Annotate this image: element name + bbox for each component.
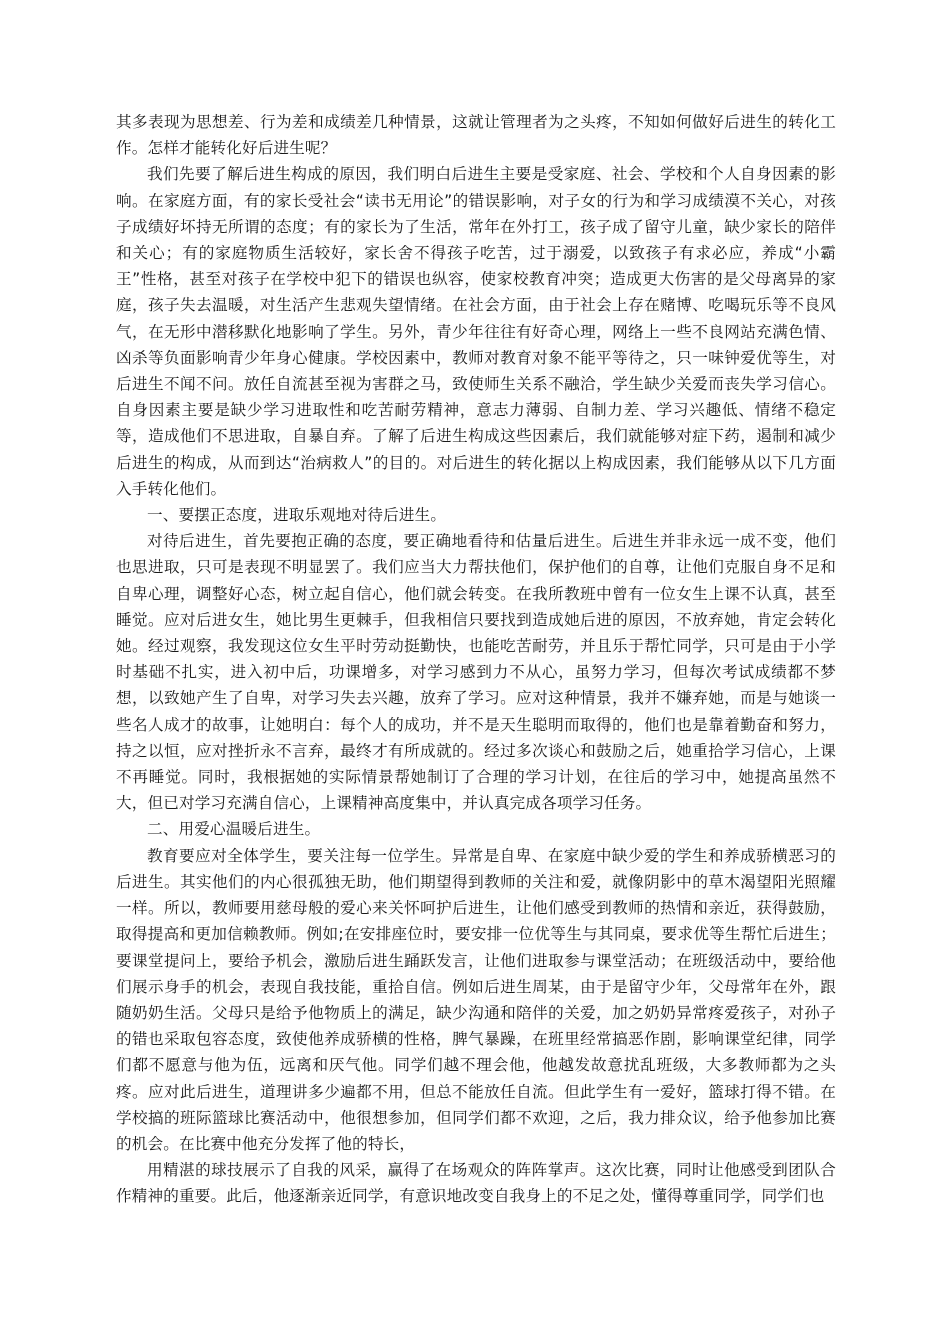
paragraph-love: 教育要应对全体学生，要关注每一位学生。异常是自卑、在家庭中缺少爱的学生和养成骄横恶习的后进生。其实他们的内心很孤独无助，他们期望得到教师的关注和爱，就像阴影中的草木渴望阳光照耀一样。所以，教师要用慈母般的爱心来关怀呵护后进生，让他们感受到教师的热情和亲近，获得鼓励，取得提高和更加信赖教师。例如;在安排座位时，要安排一位优等生与其同桌，要求优等生帮忙后进生；要课堂提问上，要给予机会，激励后进生踊跃发言，让他们进取参与课堂活动；在班级活动中，要给他们展示身手的机会，表现自我技能，重拾自信。例如后进生周某，由于是留守少年，父母常年在外，跟随奶奶生活。父母只是给予他物质上的满足，缺少沟通和陪伴的关爱，加之奶奶异常疼爱孩子，对孙子的错也采取包容态度，致使他养成骄横的性格，脾气暴躁，在班里经常搞恶作剧，影响课堂纪律，同学们都不愿意与他为伍，远离和厌气他。同学们越不理会他，他越发故意扰乱班级，大多教师都为之头疼。应对此后进生，道理讲多少遍都不用，但总不能放任自流。但此学生有一爱好，篮球打得不错。在学校搞的班际篮球比赛活动中，他很想参加，但同学们都不欢迎，之后，我力排众议，给予他参加比赛的机会。在比赛中他充分发挥了他的特长， (116, 846, 836, 1153)
section-heading-2: 二、用爱心温暖后进生。 (147, 820, 321, 839)
paragraph-continuation: 其多表现为思想差、行为差和成绩差几种情景，这就让管理者为之头疼，不知如何做好后进生的转化工作。怎样才能转化好后进生呢？ (116, 113, 836, 158)
paragraph-attitude: 对待后进生，首先要抱正确的态度，要正确地看待和估量后进生。后进生并非永远一成不变，他们也思进取，只可是表现不明显罢了。我们应当大力帮扶他们，保护他们的自尊，让他们克服自身不足和自卑心理，调整好心态，树立起自信心，他们就会转变。在我所教班中曾有一位女生上课不认真，甚至睡觉。应对后进女生，她比男生更棘手，但我相信只要找到造成她后进的原因，不放弃她，肯定会转化她。经过观察，我发现这位女生平时劳动挺勤快，也能吃苦耐劳，并且乐于帮忙同学，只可是由于小学时基础不扎实，进入初中后，功课增多，对学习感到力不从心，虽努力学习，但每次考试成绩都不梦想，以致她产生了自卑，对学习失去兴趣，放弃了学习。应对这种情景，我并不嫌弃她，而是与她谈一些名人成才的故事，让她明白：每个人的成功，并不是天生聪明而取得的，他们也是靠着勤奋和努力，持之以恒，应对挫折永不言弃，最终才有所成就的。经过多次谈心和鼓励之后，她重拾学习信心，上课不再睡觉。同时，我根据她的实际情景帮她制订了合理的学习计划，在往后的学习中，她提高虽然不大，但已对学习充满自信心，上课精神高度集中，并认真完成各项学习任务。 (116, 532, 836, 813)
paragraph-causes: 我们先要了解后进生构成的原因，我们明白后进生主要是受家庭、社会、学校和个人自身因素的影响。在家庭方面，有的家长受社会“读书无用论”的错误影响，对子女的行为和学习成绩漠不关心，对孩子成绩好坏持无所谓的态度；有的家长为了生活，常年在外打工，孩子成了留守儿童，缺少家长的陪伴和关心；有的家庭物质生活较好，家长舍不得孩子吃苦，过于溺爱，以致孩子有求必应，养成“小霸王”性格，甚至对孩子在学校中犯下的错误也纵容，使家校教育冲突；造成更大伤害的是父母离异的家庭，孩子失去温暖，对生活产生悲观失望情绪。在社会方面，由于社会上存在赌博、吃喝玩乐等不良风气，在无形中潜移默化地影响了学生。另外，青少年往往有好奇心理，网络上一些不良网站充满色情、凶杀等负面影响青少年身心健康。学校因素中，教师对教育对象不能平等待之，只一味钟爱优等生，对后进生不闻不问。放任自流甚至视为害群之马，致使师生关系不融洽，学生缺少关爱而丧失学习信心。自身因素主要是缺少学习进取性和吃苦耐劳精神，意志力薄弱、自制力差、学习兴趣低、情绪不稳定等，造成他们不思进取，自暴自弃。了解了后进生构成这些因素后，我们就能够对症下药，遏制和减少后进生的构成，从而到达“治病救人”的目的。对后进生的转化据以上构成因素，我们能够从以下几方面入手转化他们。 (116, 165, 836, 498)
document-body (116, 109, 836, 1210)
paragraph-basketball: 用精湛的球技展示了自我的风采，赢得了在场观众的阵阵掌声。这次比赛，同时让他感受到团队合作精神的重要。此后，他逐渐亲近同学，有意识地改变自我身上的不足之处，懂得尊重同学，同学们也 (116, 1161, 836, 1206)
section-heading-1: 一、要摆正态度，进取乐观地对待后进生。 (147, 506, 447, 525)
